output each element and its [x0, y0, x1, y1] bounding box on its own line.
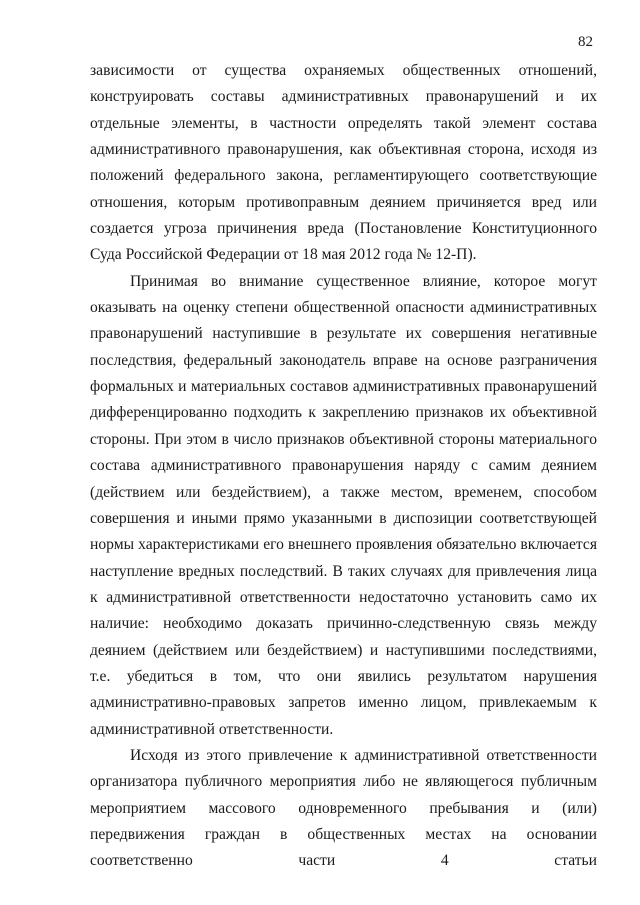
paragraph-objective-side: Принимая во внимание существенное влияние, которое могут оказывать на оценку степени общественной опасности административных правонарушений наступившие в результате их совершения негативные последствия, федеральный законодатель вправе на основе разграничения формальных и материальных составов административных правонарушений дифференцированно подходить к закреплению признаков их объективной стороны. При этом в число признаков объективной стороны материального состава административного правонарушения наряду с самим деянием (действием или бездействием), а также местом, временем, способом совершения и иными прямо указанными в диспозиции соответствующей нормы характеристиками его внешнего проявления обязательно включается наступление вредных последствий. В таких случаях для привлечения лица к административной ответственности недостаточно установить само их наличие: необходимо доказать причинно-следственную связь между деянием (действием или бездействием) и наступившими последствиями, т.е. убедиться в том, что они явились результатом нарушения административно-правовых запретов именно лицом, привлекаемым к административной ответственности.	[90, 272, 597, 738]
document-body	[90, 58, 597, 875]
paragraph-continuation: зависимости от существа охраняемых общественных отношений, конструировать составы административных правонарушений и их отдельные элементы, в частности определять такой элемент состава административного правонарушения, как объективная сторона, исходя из положений федерального закона, регламентирующего соответствующие отношения, которым противоправным деянием причиняется вред или создается угроза причинения вреда (Постановление Конституционного Суда Российской Федерации от 18 мая 2012 года № 12-П).	[90, 62, 597, 264]
page-number: 82	[578, 34, 593, 50]
paragraph-organizer-liability: Исходя из этого привлечение к административной ответственности организатора публичного мероприятия либо не являющегося публичным мероприятием массового одновременного пребывания и (или) передвижения граждан в общественных местах на основании соответственно части 4 статьи	[90, 746, 597, 870]
